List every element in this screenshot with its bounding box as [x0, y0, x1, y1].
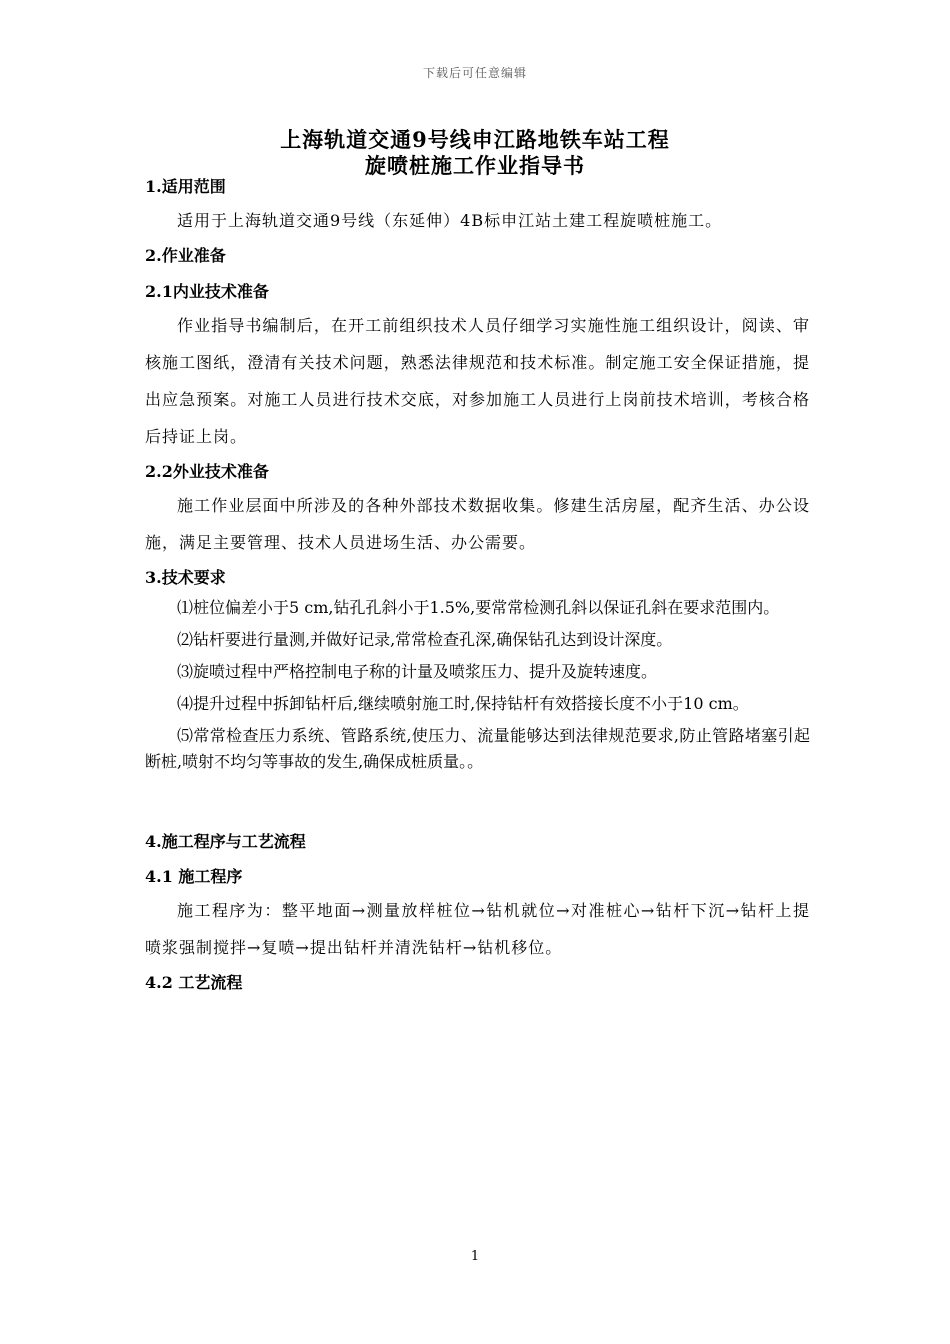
section-heading: 4.施工程序与工艺流程: [145, 832, 306, 851]
section-heading: 2.2外业技术准备: [145, 462, 269, 481]
section-2: [145, 245, 810, 267]
section-2-1: [145, 281, 810, 455]
page-header-note: 下载后可任意编辑: [422, 66, 527, 80]
section-heading: 2.作业准备: [145, 246, 226, 265]
section-3: [145, 567, 810, 775]
section-heading: 4.2 工艺流程: [145, 973, 243, 992]
section-heading: 4.1 施工程序: [145, 867, 243, 886]
section-paragraph: 作业指导书编制后，在开工前组织技术人员仔细学习实施性施工组织设计，阅读、审核施工图纸，澄清有关技术问题，熟悉法律规范和技术标准。制定施工安全保证措施，提出应急预案。对施工人员进行技术交底，对参加施工人员进行上岗前技术培训，考核合格后持证上岗。: [145, 316, 810, 446]
section-4-2: [145, 972, 810, 994]
requirements-list: [145, 595, 810, 775]
section-paragraph: 施工作业层面中所涉及的各种外部技术数据收集。修建生活房屋，配齐生活、办公设施，满足主要管理、技术人员进场生活、办公需要。: [145, 496, 810, 552]
section-4: [145, 831, 810, 853]
section-heading: 2.1内业技术准备: [145, 282, 269, 301]
section-heading: 3.技术要求: [145, 568, 226, 587]
section-paragraph: 施工程序为：整平地面→测量放样桩位→钻机就位→对准桩心→钻杆下沉→钻杆上提喷浆强制搅拌→复喷→提出钻杆并清洗钻杆→钻机移位。: [145, 901, 810, 957]
section-2-2: [145, 461, 810, 561]
list-item: ⑴桩位偏差小于5 cm,钻孔孔斜小于1.5%,要常常检测孔斜以保证孔斜在要求范围内。: [177, 598, 780, 617]
list-item: ⑵钻杆要进行量测,并做好记录,常常检查孔深,确保钻孔达到设计深度。: [177, 630, 673, 649]
list-item: ⑸常常检查压力系统、管路系统,使压力、流量能够达到法律规范要求,防止管路堵塞引起断桩,喷射不均匀等事故的发生,确保成桩质量。。: [145, 726, 810, 771]
document-title-line-1: 上海轨道交通9号线申江路地铁车站工程: [280, 127, 670, 152]
section-heading: 1.适用范围: [145, 177, 226, 196]
page-number: 1: [470, 1249, 480, 1264]
list-item: ⑷提升过程中拆卸钻杆后,继续喷射施工时,保持钻杆有效搭接长度不小于10 cm。: [177, 694, 749, 713]
document-title-line-2: 旋喷桩施工作业指导书: [365, 153, 585, 178]
section-4-1: [145, 866, 810, 966]
section-1: [145, 176, 810, 239]
list-item: ⑶旋喷过程中严格控制电子称的计量及喷浆压力、提升及旋转速度。: [177, 662, 658, 681]
section-paragraph: 适用于上海轨道交通9号线（东延伸）4B标申江站土建工程旋喷桩施工。: [177, 211, 723, 230]
